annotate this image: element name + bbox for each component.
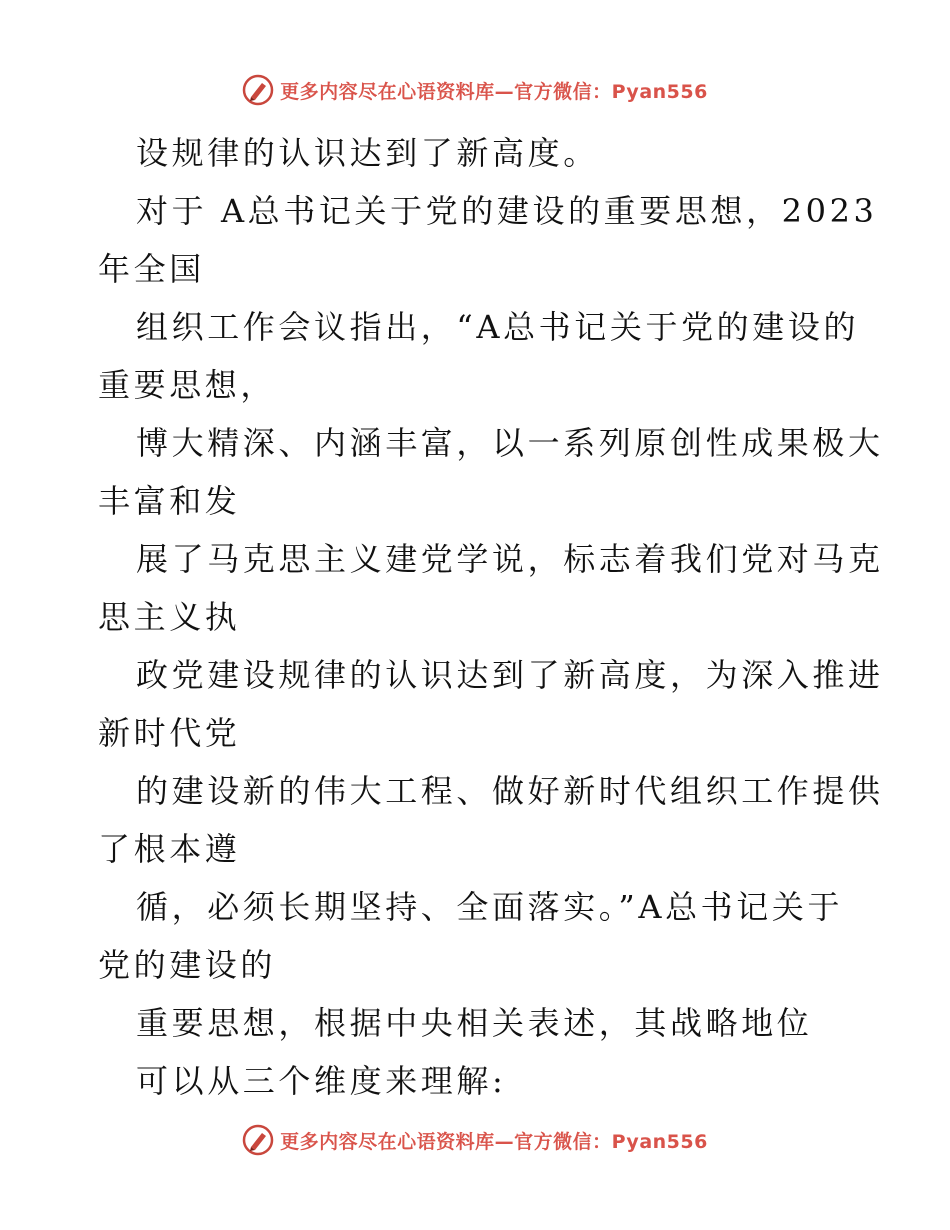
watermark-header bbox=[0, 70, 950, 110]
text-line: 可以从三个维度来理解: bbox=[136, 1062, 507, 1100]
text-line: 党的建设的 bbox=[98, 946, 277, 984]
text-line: 政党建设规律的认识达到了新高度，为深入推进 bbox=[136, 656, 884, 694]
text-line: 思主义执 bbox=[98, 598, 241, 636]
watermark-text: 更多内容尽在心语资料库—官方微信：Pyan556 bbox=[280, 80, 708, 103]
pen-seal-icon bbox=[242, 1124, 274, 1156]
text-line: 的建设新的伟大工程、做好新时代组织工作提供 bbox=[136, 772, 884, 810]
text-line: 设规律的认识达到了新高度。 bbox=[136, 134, 599, 172]
text-line: 了根本遵 bbox=[98, 830, 241, 868]
text-line: 组织工作会议指出，“A总书记关于党的建设的 bbox=[136, 308, 860, 346]
watermark-text: 更多内容尽在心语资料库—官方微信：Pyan556 bbox=[280, 1130, 708, 1153]
text-line: 博大精深、内涵丰富，以一系列原创性成果极大 bbox=[136, 424, 884, 462]
text-line: 对于 A总书记关于党的建设的重要思想，2023 bbox=[136, 192, 878, 230]
watermark-footer bbox=[0, 1120, 950, 1160]
text-line: 重要思想， bbox=[98, 366, 277, 404]
text-line: 年全国 bbox=[98, 250, 205, 288]
pen-seal-icon bbox=[242, 74, 274, 106]
text-line: 展了马克思主义建党学说，标志着我们党对马克 bbox=[136, 540, 884, 578]
text-line: 循，必须长期坚持、全面落实。”A总书记关于 bbox=[136, 888, 844, 926]
text-line: 新时代党 bbox=[98, 714, 241, 752]
text-line: 重要思想，根据中央相关表述，其战略地位 bbox=[136, 1004, 813, 1042]
document-body bbox=[98, 124, 884, 1110]
text-line: 丰富和发 bbox=[98, 482, 241, 520]
